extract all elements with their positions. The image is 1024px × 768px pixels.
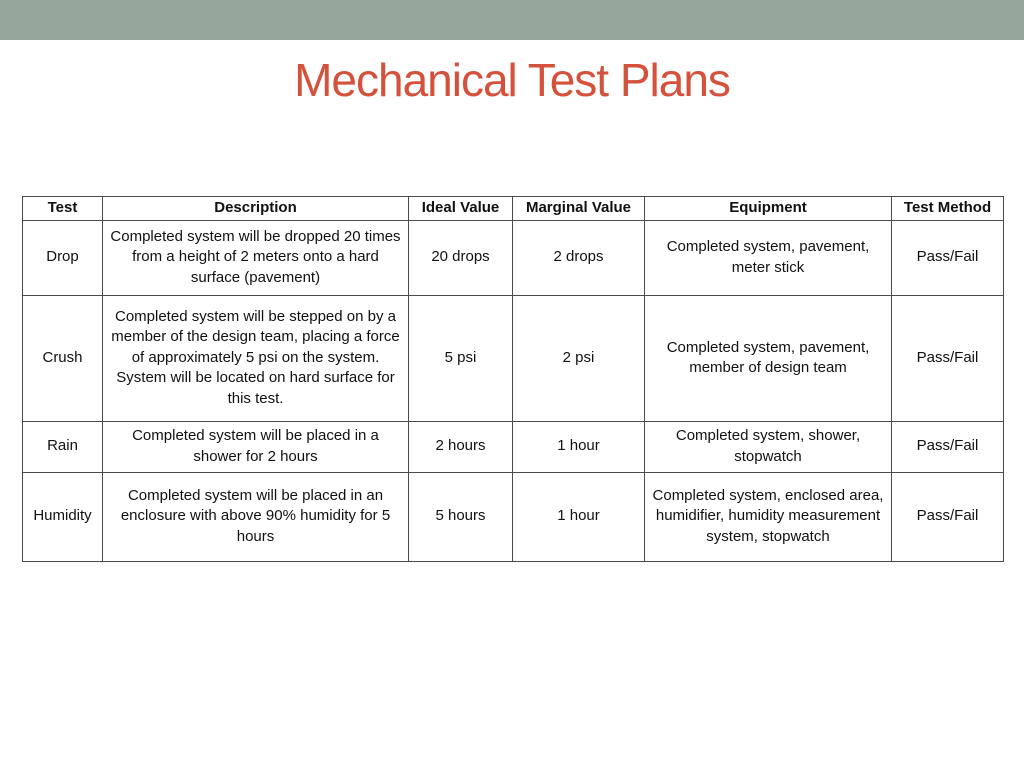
cell-marginal-value: 1 hour: [513, 421, 645, 472]
top-accent-band: [0, 0, 1024, 40]
cell-test-method: Pass/Fail: [892, 472, 1004, 561]
header-ideal-value: Ideal Value: [409, 197, 513, 221]
table-row: [23, 295, 1004, 421]
cell-test-method: Pass/Fail: [892, 295, 1004, 421]
cell-equipment: Completed system, pavement, meter stick: [645, 220, 892, 295]
cell-test: Humidity: [23, 472, 103, 561]
cell-test: Rain: [23, 421, 103, 472]
cell-marginal-value: 1 hour: [513, 472, 645, 561]
table-row: [23, 472, 1004, 561]
cell-description: Completed system will be dropped 20 times from a height of 2 meters onto a hard surface (pavement): [103, 220, 409, 295]
header-equipment: Equipment: [645, 197, 892, 221]
cell-equipment: Completed system, enclosed area, humidifier, humidity measurement system, stopwatch: [645, 472, 892, 561]
header-test-method: Test Method: [892, 197, 1004, 221]
cell-description: Completed system will be placed in an enclosure with above 90% humidity for 5 hours: [103, 472, 409, 561]
slide-title: Mechanical Test Plans: [294, 54, 730, 106]
header-description: Description: [103, 197, 409, 221]
header-marginal-value: Marginal Value: [513, 197, 645, 221]
cell-test-method: Pass/Fail: [892, 220, 1004, 295]
cell-test-method: Pass/Fail: [892, 421, 1004, 472]
cell-equipment: Completed system, shower, stopwatch: [645, 421, 892, 472]
cell-ideal-value: 2 hours: [409, 421, 513, 472]
header-test: Test: [23, 197, 103, 221]
test-plan-table: [22, 196, 1004, 562]
cell-test: Crush: [23, 295, 103, 421]
cell-test: Drop: [23, 220, 103, 295]
cell-marginal-value: 2 psi: [513, 295, 645, 421]
cell-equipment: Completed system, pavement, member of design team: [645, 295, 892, 421]
cell-ideal-value: 5 hours: [409, 472, 513, 561]
cell-marginal-value: 2 drops: [513, 220, 645, 295]
cell-ideal-value: 20 drops: [409, 220, 513, 295]
table-header-row: [23, 197, 1004, 221]
table-row: [23, 220, 1004, 295]
table-row: [23, 421, 1004, 472]
cell-description: Completed system will be stepped on by a member of the design team, placing a force of approximately 5 psi on the system. System will be located on hard surface for this test.: [103, 295, 409, 421]
cell-ideal-value: 5 psi: [409, 295, 513, 421]
cell-description: Completed system will be placed in a shower for 2 hours: [103, 421, 409, 472]
